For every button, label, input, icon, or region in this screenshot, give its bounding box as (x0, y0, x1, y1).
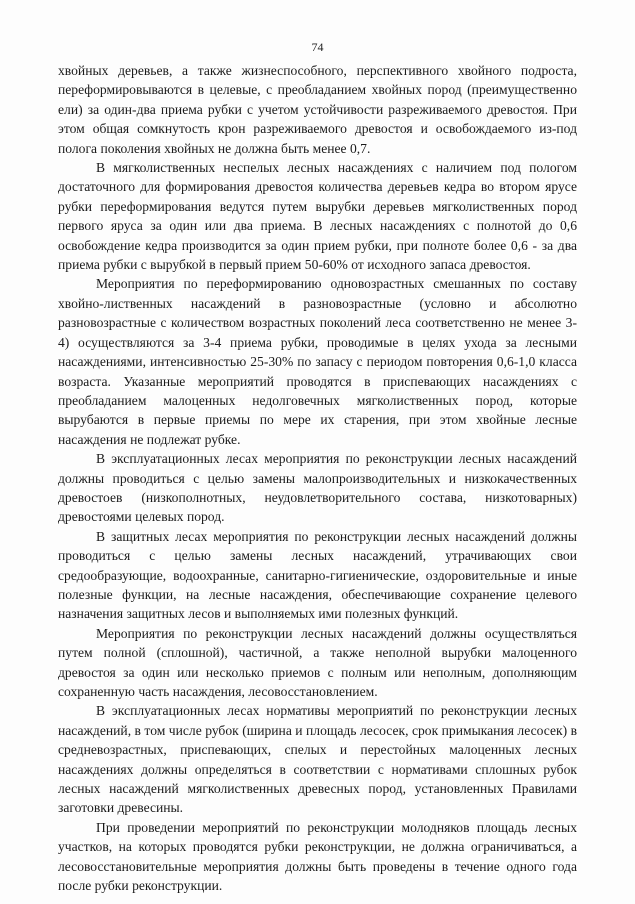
paragraph: В защитных лесах мероприятия по реконструкции лесных насаждений должны проводиться с целью замены лесных насаждений, утрачивающих свои средообразующие, водоохранные, санитарно-гигиенические, оздоровительные и иные полезные функции, на лесные насаждения, обеспечивающие сохранение целевого назначения защитных лесов и выполняемых ими полезных функций. (58, 528, 577, 622)
paragraph: Мероприятия по реконструкции лесных насаждений должны осуществляться путем полной (сплошной), частичной, а также неполной вырубки малоценного древостоя за один или несколько приемов с полным или неполным, дополняющим сохраненную часть насаждения, лесовосстановлением. (58, 625, 577, 699)
paragraph: В эксплуатационных лесах мероприятия по реконструкции лесных насаждений должны проводиться с целью замены малопроизводительных и низкокачественных древостоев (низкополнотных, неудовлетворительного состава, низкотоварных) древостоями целевых пород. (58, 451, 577, 525)
paragraph-continuation: хвойных деревьев, а также жизнеспособного, перспективного хвойного подроста, переформировываются в целевые, с преобладанием хвойных пород (преимущественно ели) за один-два приема рубки с учетом устойчивости разреживаемого древостоя. При этом общая сомкнутость крон разреживаемого древостоя и освобождаемого из-под полога поколения хвойных не должна быть менее 0,7. (58, 63, 577, 156)
paragraph: При проведении мероприятий по реконструкции молодняков площадь лесных участков, на которых проводятся рубки реконструкции, не должна ограничиваться, а лесовосстановительные мероприятия должны быть проведены в течение одного года после рубки реконструкции. (58, 819, 577, 894)
paragraph: В эксплуатационных лесах нормативы мероприятий по реконструкции лесных насаждений, в том числе рубок (ширина и площадь лесосек, срок примыкания лесосек) в средневозрастных, приспевающих, спелых и перестойных малоценных лесных насаждениях должны определяться в соответствии с нормативами сплошных рубок лесных насаждений мягколиственных древесных пород, установленных Правилами заготовки древесины. (58, 703, 577, 816)
paragraph: В мягколиственных неспелых лесных насаждениях с наличием под пологом достаточного для формирования древостоя количества деревьев кедра во втором ярусе рубки переформирования ведутся путем вырубки деревьев мягколиственных пород первого яруса за один или два приема. В лесных насаждениях с полнотой до 0,6 освобождение кедра производится за один прием рубки, при полноте более 0,6 - за два приема рубки с вырубкой в первый прием 50-60% от исходного запаса древостоя. (58, 160, 577, 273)
body-text (58, 61, 577, 895)
paragraph: Мероприятия по переформированию одновозрастных смешанных по составу хвойно-лиственных насаждений в разновозрастные (условно и абсолютно разновозрастные с количеством возрастных поколений леса соответственно не менее 3-4) осуществляются за 3-4 приема рубки, проводимые в целях ухода за лесными насаждениями, интенсивностью 25-30% по запасу с периодом повторения 0,6-1,0 класса возраста. Указанные мероприятий проводятся в приспевающих насаждениях с преобладанием малоценных недолговечных мягколиственных пород, которые вырубаются в первые приемы по мере их старения, при этом хвойные лесные насаждения не подлежат рубке. (58, 276, 577, 447)
page-number: 74 (311, 40, 324, 54)
